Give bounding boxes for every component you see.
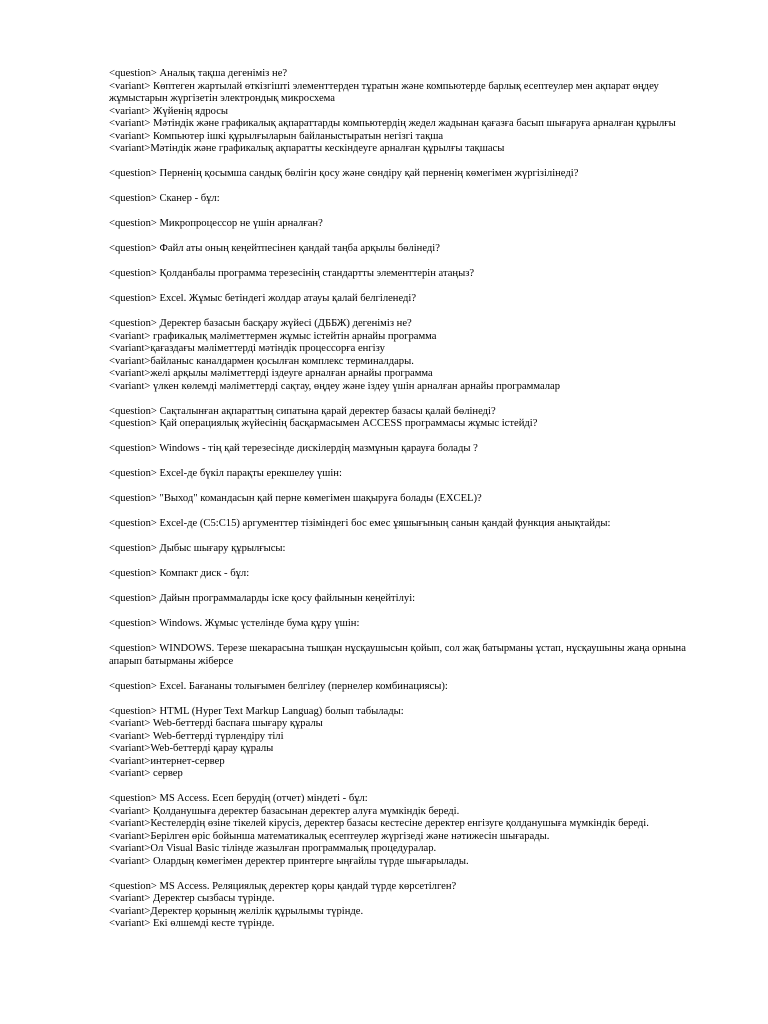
question-text: <question> Перненің қосымша сандық бөлігін қосу және сөндіру қай перненің көмегімен жүргізілінеді?	[109, 168, 579, 179]
question-block	[109, 493, 713, 506]
variant-text: <variant> Көптеген жартылай өткізгішті элементтерден тұратын және компьютерде барлық есептеулер мен ақпарат өңдеу жұмыстарын жүргізетін электрондық микросхема	[109, 80, 659, 104]
variant-text: <variant>Берілген өріс бойынша математикалық есептеулер жүргізеді және нәтижесін шығарады.	[109, 830, 550, 842]
variant-text: <variant> Жүйенің ядросы	[109, 105, 229, 117]
question-text: <question> Windows - тің қай терезесінде дискілердің мазмұнын қарауға болады ?	[109, 443, 478, 454]
question-text: <question> Excel. Бағананы толығымен белгілеу (пернелер комбинациясы):	[109, 680, 448, 692]
question-block	[109, 543, 713, 556]
variant-text: <variant>Web-беттерді қарау құралы	[109, 743, 274, 754]
variant-text: <variant> Компьютер ішкі құрылғыларын байланыстыратын негізгі тақша	[109, 130, 444, 142]
question-block	[109, 168, 713, 181]
variant-text: <variant> Web-беттерді түрлендіру тілі	[109, 730, 284, 742]
variant-text: <variant>желі арқылы мәліметтерді іздеуге арналған арнайы программа	[109, 368, 433, 379]
variant-text: <variant> үлкен көлемді мәліметтерді сақтау, өңдеу және іздеу үшін арналған арнайы программалар	[109, 380, 561, 392]
question-text: <question> Микропроцессор не үшін арналған?	[109, 218, 323, 229]
question-text: <question> Деректер базасын басқару жүйесі (ДББЖ) дегеніміз не?	[109, 318, 412, 329]
variant-text: <variant>Мәтіндік және графикалық ақпаратты кескіндеуге арналған құрылғы тақшасы	[109, 143, 505, 154]
question-text: <question> MS Access. Реляциялық деректер қоры қандай түрде көрсетілген?	[109, 880, 457, 892]
question-block	[109, 468, 713, 481]
question-block	[109, 268, 713, 281]
question-block	[109, 318, 713, 393]
variant-text: <variant>байланыс каналдармен қосылған комплекс терминалдары.	[109, 355, 414, 367]
variant-text: <variant>қағаздағы мәліметтерді мәтіндік процессорға енгізу	[109, 343, 385, 354]
variant-text: <variant> Екі өлшемді кесте түрінде.	[109, 918, 275, 929]
question-text: <question> HTML (Hyper Text Markup Languag) болып табылады:	[109, 705, 404, 717]
question-text: <question> Файл аты оның кеңейтпесінен қандай таңба арқылы бөлінеді?	[109, 243, 440, 254]
question-text: <question> Дыбыс шығару құрылғысы:	[109, 543, 286, 554]
variant-text: <question> Қай операциялық жүйесінің басқармасымен ACCESS программасы жұмыс істейді?	[109, 418, 538, 429]
question-block	[109, 568, 713, 581]
question-text: <question> Excel-де (C5:C15) аргументтер тізіміндегі бос емес ұяшығының санын қандай функция анықтайды:	[109, 518, 611, 529]
variant-text: <variant>Деректер қорының желілік құрылымы түрінде.	[109, 905, 364, 917]
question-block	[109, 293, 713, 306]
question-block	[109, 518, 713, 531]
question-text: <question> Excel. Жұмыс бетіндегі жолдар атауы қалай белгіленеді?	[109, 293, 417, 304]
question-text: <question> WINDOWS. Терезе шекарасына тышқан нұсқаушысын қойып, сол жақ батырманы ұстап, нұсқаушыны жаңа орнына апарып батырманы жіберсе	[109, 643, 686, 667]
variant-text: <variant>интернет-сервер	[109, 755, 225, 767]
variant-text: <variant> Олардың көмегімен деректер принтерге ыңғайлы түрде шығарылады.	[109, 855, 469, 867]
question-block	[109, 406, 713, 431]
variant-text: <variant> Мәтіндік және графикалық ақпараттарды компьютердің жедел жадынан қағазға басып шығаруға арналған құрылғы	[109, 118, 676, 129]
question-block	[109, 706, 713, 781]
question-text: <question> Дайын программаларды іске қосу файлынын кеңейтілуі:	[109, 593, 416, 604]
question-text: <question> Excel-де бүкіл парақты ерекшелеу үшін:	[109, 468, 342, 479]
question-block	[109, 618, 713, 631]
variant-text: <variant> сервер	[109, 768, 183, 779]
question-block	[109, 243, 713, 256]
question-text: <question> Сақталынған ақпараттың сипатына қарай деректер базасы қалай бөлінеді?	[109, 405, 496, 417]
question-text: <question> Аналық тақша дегеніміз не?	[109, 68, 288, 79]
variant-text: <variant> Web-беттерді баспаға шығару құралы	[109, 718, 323, 729]
question-block	[109, 443, 713, 456]
question-text: <question> "Выход" командасын қай перне көмегімен шақыруға болады (EXCEL)?	[109, 493, 482, 504]
question-block	[109, 643, 713, 668]
question-text: <question> Windows. Жұмыс үстелінде бума құру үшін:	[109, 618, 360, 629]
question-text: <question> Сканер - бұл:	[109, 193, 220, 204]
question-text: <question> Компакт диск - бұл:	[109, 568, 250, 579]
document-page	[109, 68, 713, 943]
question-text: <question> MS Access. Есеп берудің (отчет) міндеті - бұл:	[109, 793, 368, 804]
question-block	[109, 793, 713, 868]
variant-text: <variant>Кестелердің өзіне тікелей кірусіз, деректер базасы кестесіне деректер енгізуге қолданушыға мүмкіндік береді.	[109, 818, 649, 829]
question-text: <question> Қолданбалы программа терезесінің стандартты элементтерін атаңыз?	[109, 268, 475, 279]
question-block	[109, 681, 713, 694]
question-block	[109, 218, 713, 231]
variant-text: <variant> графикалық мәліметтермен жұмыс істейтін арнайы программа	[109, 330, 437, 342]
question-block	[109, 593, 713, 606]
variant-text: <variant>Ол Visual Basic тілінде жазылған программалық процедуралар.	[109, 843, 437, 854]
question-block	[109, 193, 713, 206]
variant-text: <variant> Деректер сызбасы түрінде.	[109, 893, 275, 904]
variant-text: <variant> Қолданушыға деректер базасынан деректер алуға мүмкіндік береді.	[109, 805, 460, 817]
question-block	[109, 881, 713, 931]
question-block	[109, 68, 713, 156]
